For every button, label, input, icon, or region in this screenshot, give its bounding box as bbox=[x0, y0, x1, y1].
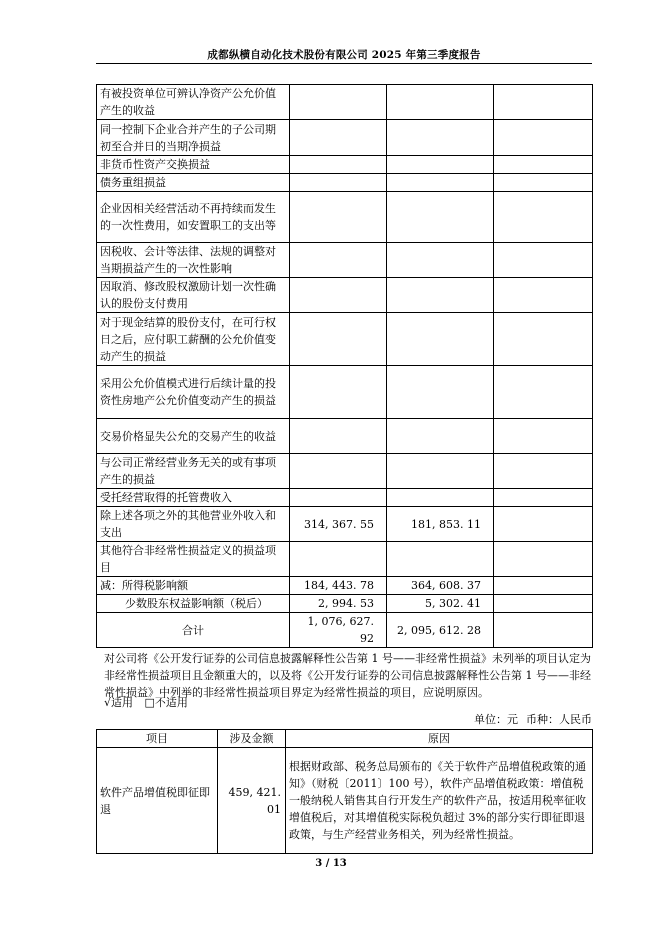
cell-note bbox=[494, 454, 593, 489]
row-label: 少数股东权益影响额（税后） bbox=[97, 595, 290, 613]
table-row bbox=[97, 454, 593, 489]
header-amount: 涉及金额 bbox=[218, 730, 286, 748]
cell-current bbox=[290, 85, 387, 120]
cell-ytd bbox=[387, 192, 494, 243]
cell-ytd bbox=[387, 542, 494, 577]
unit-line bbox=[460, 711, 592, 727]
cell-ytd bbox=[387, 243, 494, 278]
row-label: 与公司正常经营业务无关的或有事项产生的损益 bbox=[97, 454, 290, 489]
cell-ytd: 5, 302. 41 bbox=[387, 595, 494, 613]
cell-ytd: 181, 853. 11 bbox=[387, 507, 494, 542]
cell-current bbox=[290, 454, 387, 489]
cell-ytd bbox=[387, 313, 494, 366]
cell-note bbox=[494, 120, 593, 156]
table-row bbox=[97, 313, 593, 366]
table-row bbox=[97, 748, 593, 854]
cell-ytd bbox=[387, 366, 494, 419]
header-divider bbox=[96, 63, 592, 64]
row-label: 除上述各项之外的其他营业外收入和支出 bbox=[97, 507, 290, 542]
cell-ytd bbox=[387, 85, 494, 120]
cell-note bbox=[494, 278, 593, 313]
row-label-total: 合计 bbox=[97, 613, 290, 648]
row-label: 减：所得税影响额 bbox=[97, 577, 290, 595]
cell-ytd bbox=[387, 120, 494, 156]
cell-current bbox=[290, 278, 387, 313]
header-item: 项目 bbox=[97, 730, 218, 748]
table-row bbox=[97, 278, 593, 313]
cell-note bbox=[494, 192, 593, 243]
cell-ytd bbox=[387, 454, 494, 489]
table-row bbox=[97, 577, 593, 595]
cell-current bbox=[290, 156, 387, 174]
row-label: 采用公允价值模式进行后续计量的投资性房地产公允价值变动产生的损益 bbox=[97, 366, 290, 419]
row-label: 非货币性资产交换损益 bbox=[97, 156, 290, 174]
cell-note bbox=[494, 85, 593, 120]
row-label: 对于现金结算的股份支付，在可行权日之后，应付职工薪酬的公允价值变动产生的损益 bbox=[97, 313, 290, 366]
table-row bbox=[97, 174, 593, 192]
amount-cell: 459, 421. 01 bbox=[218, 748, 286, 854]
table-row bbox=[97, 489, 593, 507]
cell-ytd bbox=[387, 278, 494, 313]
cell-current: 1, 076, 627. 92 bbox=[290, 613, 387, 648]
cell-current bbox=[290, 542, 387, 577]
cell-note bbox=[494, 595, 593, 613]
row-label: 因税收、会计等法律、法规的调整对当期损益产生的一次性影响 bbox=[97, 243, 290, 278]
cell-current bbox=[290, 174, 387, 192]
row-label: 其他符合非经常性损益定义的损益项目 bbox=[97, 542, 290, 577]
applicability-options bbox=[104, 694, 592, 711]
cell-current: 184, 443. 78 bbox=[290, 577, 387, 595]
row-label: 受托经营取得的托管费收入 bbox=[97, 489, 290, 507]
page-header: 成都纵横自动化技术股份有限公司 2025 年第三季度报告 bbox=[207, 49, 481, 61]
row-label: 因取消、修改股权激励计划一次性确认的股份支付费用 bbox=[97, 278, 290, 313]
item-cell: 软件产品增值税即征即退 bbox=[97, 748, 218, 854]
row-label: 同一控制下企业合并产生的子公司期初至合并日的当期净损益 bbox=[97, 120, 290, 156]
cell-current bbox=[290, 243, 387, 278]
cell-note bbox=[494, 243, 593, 278]
cell-current bbox=[290, 366, 387, 419]
applicable-checkbox: √适用 bbox=[104, 696, 134, 709]
table-row bbox=[97, 542, 593, 577]
cell-current bbox=[290, 120, 387, 156]
reason-cell: 根据财政部、税务总局颁布的《关于软件产品增值税政策的通知》（财税〔2011〕100 号），软件产品增值税政策：增值税一般纳税人销售其自行开发生产的软件产品，按适用税率征收增值税后，对其增值税实际税负超过 3%的部分实行即征即退政策，与生产经营业务相关，列为经常性损益。 bbox=[286, 748, 593, 854]
cell-note bbox=[494, 489, 593, 507]
table-row bbox=[97, 156, 593, 174]
table-row bbox=[97, 85, 593, 120]
cell-current bbox=[290, 313, 387, 366]
currency-label: 币种：人民币 bbox=[526, 713, 592, 726]
cell-note bbox=[494, 366, 593, 419]
cell-note bbox=[494, 613, 593, 648]
cell-note bbox=[494, 419, 593, 454]
table-row bbox=[97, 243, 593, 278]
cell-ytd: 364, 608. 37 bbox=[387, 577, 494, 595]
cell-ytd bbox=[387, 156, 494, 174]
not-applicable-checkbox: □不适用 bbox=[144, 696, 188, 709]
cell-current bbox=[290, 489, 387, 507]
cell-current bbox=[290, 192, 387, 243]
cell-note bbox=[494, 577, 593, 595]
row-label: 有被投资单位可辨认净资产公允价值产生的收益 bbox=[97, 85, 290, 120]
table-row bbox=[97, 595, 593, 613]
cell-note bbox=[494, 507, 593, 542]
non-recurring-gains-table bbox=[96, 84, 593, 648]
cell-note bbox=[494, 156, 593, 174]
row-label: 债务重组损益 bbox=[97, 174, 290, 192]
reason-table bbox=[96, 729, 593, 854]
table-row bbox=[97, 120, 593, 156]
cell-ytd: 2, 095, 612. 28 bbox=[387, 613, 494, 648]
table-row bbox=[97, 366, 593, 419]
cell-ytd bbox=[387, 489, 494, 507]
table-row bbox=[97, 192, 593, 243]
table-row bbox=[97, 419, 593, 454]
cell-current: 2, 994. 53 bbox=[290, 595, 387, 613]
unit-label: 单位：元 bbox=[474, 713, 518, 726]
table-row bbox=[97, 507, 593, 542]
row-label: 企业因相关经营活动不再持续而发生的一次性费用，如安置职工的支出等 bbox=[97, 192, 290, 243]
cell-current bbox=[290, 419, 387, 454]
cell-current: 314, 367. 55 bbox=[290, 507, 387, 542]
cell-ytd bbox=[387, 174, 494, 192]
cell-note bbox=[494, 542, 593, 577]
cell-note bbox=[494, 313, 593, 366]
table-row bbox=[97, 613, 593, 648]
explanation-paragraph: 对公司将《公开发行证券的公司信息披露解释性公告第 1 号——非经常性损益》未列举的项目认定为非经常性损益项目且金额重大的，以及将《公开发行证券的公司信息披露解释性公告第 1 号——非经常性损益》中列举的非经常性损益项目界定为经常性损益的项目，应说明原因。 bbox=[104, 652, 591, 699]
page-number: 3 / 13 bbox=[315, 858, 347, 869]
header-reason: 原因 bbox=[286, 730, 593, 748]
cell-ytd bbox=[387, 419, 494, 454]
row-label: 交易价格显失公允的交易产生的收益 bbox=[97, 419, 290, 454]
table-header-row bbox=[97, 730, 593, 748]
cell-note bbox=[494, 174, 593, 192]
